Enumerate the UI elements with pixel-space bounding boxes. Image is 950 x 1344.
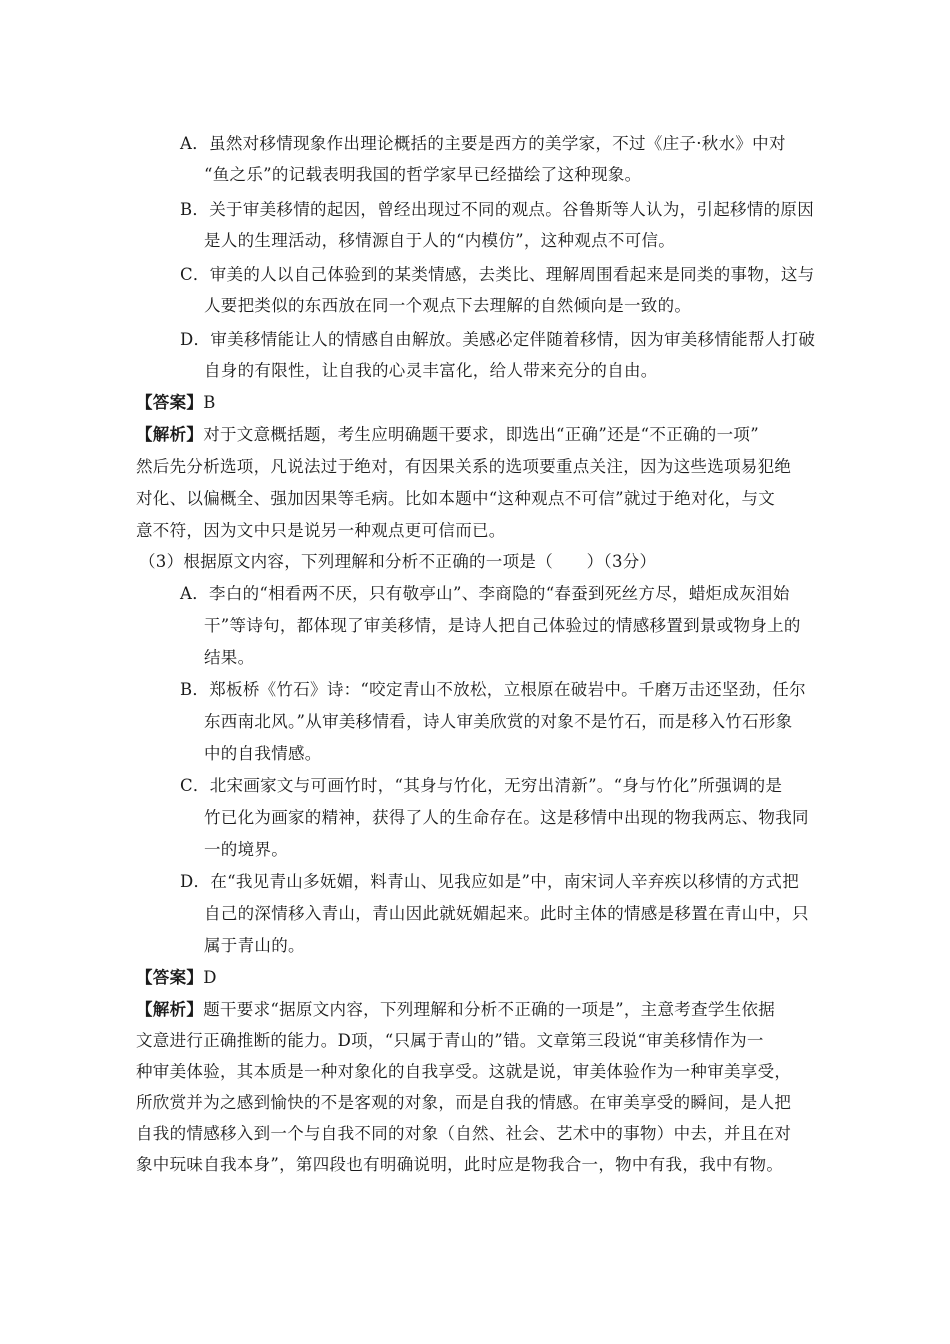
analysis-tag: 【解析】 (136, 425, 204, 444)
q3-analysis-line-6: 象中玩味自我本身”，第四段也有明确说明，此时应是物我合一，物中有我，我中有物。 (136, 1155, 784, 1174)
q2-option-b-line-1: B．关于审美移情的起因，曾经出现过不同的观点。谷鲁斯等人认为，引起移情的原因 (180, 200, 815, 219)
q3-analysis-line-5: 自我的情感移入到一个与自我不同的对象（自然、社会、艺术中的事物）中去，并且在对 (136, 1124, 792, 1143)
answer-value: D (203, 968, 217, 987)
q2-analysis-line-3: 对化、以偏概全、强加因果等毛病。比如本题中“这种观点不可信”就过于绝对化，与文 (136, 489, 776, 508)
q2-option-d-line-1: D．审美移情能让人的情感自由解放。美感必定伴随着移情，因为审美移情能帮人打破 (180, 330, 816, 349)
q3-option-d-line-1: D．在“我见青山多妩媚，料青山、见我应如是”中，南宋词人辛弃疾以移情的方式把 (180, 872, 800, 891)
q2-option-b-line-2: 是人的生理活动，移情源自于人的“内模仿”，这种观点不可信。 (204, 231, 676, 250)
option-label: A． (180, 134, 210, 153)
answer-tag: 【答案】 (136, 393, 204, 412)
option-label: D． (180, 872, 211, 891)
q2-option-a-line-2: “鱼之乐”的记载表明我国的哲学家早已经描绘了这种现象。 (204, 165, 642, 184)
q3-stem: （3）根据原文内容，下列理解和分析不正确的一项是（ ）（3分） (139, 552, 657, 571)
q3-answer (136, 968, 217, 988)
option-label: C． (180, 776, 210, 795)
q3-analysis-line-1: 【解析】题干要求“据原文内容，下列理解和分析不正确的一项是”，主意考查学生依据 (136, 1000, 776, 1019)
q3-option-a-line-1: A．李白的“相看两不厌，只有敬亭山”、李商隐的“春蚕到死丝方尽，蜡炬成灰泪始 (180, 584, 790, 603)
answer-value: B (203, 393, 216, 412)
option-label: A． (180, 584, 210, 603)
answer-tag: 【答案】 (136, 968, 204, 987)
q3-analysis-line-3: 种审美体验，其本质是一种对象化的自我享受。这就是说，审美体验作为一种审美享受， (136, 1062, 792, 1081)
option-label: B． (180, 680, 210, 699)
q2-option-c-line-2: 人要把类似的东西放在同一个观点下去理解的自然倾向是一致的。 (204, 296, 692, 315)
q2-option-c-line-1: C．审美的人以自己体验到的某类情感，去类比、理解周围看起来是同类的事物，这与 (180, 265, 815, 284)
q3-option-b-line-2: 东西南北风。”从审美移情看，诗人审美欣赏的对象不是竹石，而是移入竹石形象 (204, 712, 793, 731)
q3-option-b-line-1: B．郑板桥《竹石》诗：“咬定青山不放松，立根原在破岩中。千磨万击还坚劲，任尔 (180, 680, 806, 699)
q3-option-c-line-3: 一的境界。 (204, 840, 288, 859)
option-label: B． (180, 200, 210, 219)
q2-analysis-line-1: 【解析】对于文意概括题，考生应明确题干要求，即选出“正确”还是“不正确的一项” (136, 425, 759, 444)
q3-option-c-line-1: C．北宋画家文与可画竹时，“其身与竹化，无穷出清新”。“身与竹化”所强调的是 (180, 776, 783, 795)
q3-option-b-line-3: 中的自我情感。 (204, 744, 322, 763)
q2-answer (136, 393, 216, 413)
q3-option-d-line-3: 属于青山的。 (204, 936, 305, 955)
q2-option-a-line-1: A．虽然对移情现象作出理论概括的主要是西方的美学家，不过《庄子·秋水》中对 (180, 134, 786, 153)
q2-option-d-line-2: 自身的有限性，让自我的心灵丰富化，给人带来充分的自由。 (204, 361, 658, 380)
option-label: C． (180, 265, 210, 284)
q3-option-c-line-2: 竹已化为画家的精神，获得了人的生命存在。这是移情中出现的物我两忘、物我同 (204, 808, 809, 827)
q2-analysis-line-2: 然后先分析选项，凡说法过于绝对，有因果关系的选项要重点关注，因为这些选项易犯绝 (136, 457, 792, 476)
q3-option-d-line-2: 自己的深情移入青山，青山因此就妩媚起来。此时主体的情感是移置在青山中，只 (204, 904, 809, 923)
option-label: D． (180, 330, 211, 349)
q2-analysis-line-4: 意不符，因为文中只是说另一种观点更可信而已。 (136, 521, 506, 540)
q3-option-a-line-2: 干”等诗句，都体现了审美移情，是诗人把自己体验过的情感移置到景或物身上的 (204, 616, 801, 635)
q3-analysis-line-4: 所欣赏并为之感到愉快的不是客观的对象，而是自我的情感。在审美享受的瞬间，是人把 (136, 1093, 792, 1112)
analysis-tag: 【解析】 (136, 1000, 204, 1019)
q3-option-a-line-3: 结果。 (204, 648, 255, 667)
q3-analysis-line-2: 文意进行正确推断的能力。D项，“只属于青山的”错。文章第三段说“审美移情作为一 (136, 1031, 764, 1050)
